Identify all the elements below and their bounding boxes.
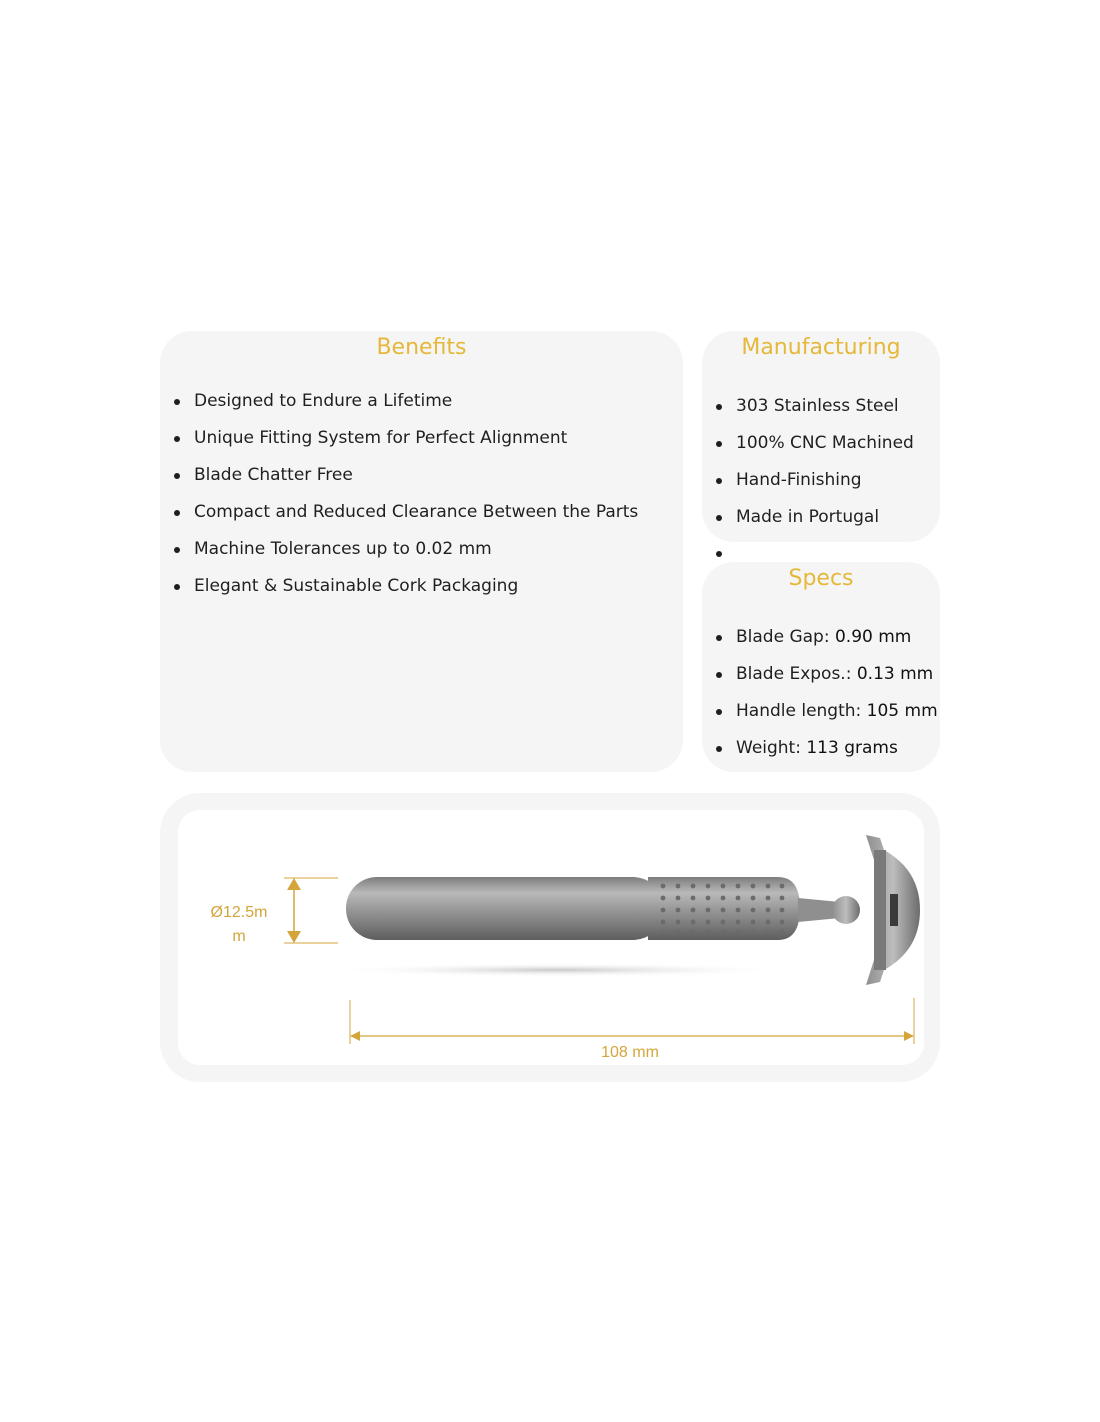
manufacturing-title: Manufacturing (741, 335, 901, 360)
razor-illustration (178, 810, 924, 1065)
list-item: Designed to Endure a Lifetime (174, 391, 638, 428)
benefits-title: Benefits (376, 335, 467, 360)
list-item (716, 664, 938, 701)
specs-list (716, 627, 938, 775)
list-item: Hand-Finishing (716, 470, 914, 507)
spec-label: Handle length: (736, 701, 867, 721)
product-image-card (178, 810, 924, 1065)
spec-label: Weight: (736, 738, 807, 758)
list-item: Elegant & Sustainable Cork Packaging (174, 576, 638, 613)
spec-value: 105 mm (866, 701, 938, 721)
spec-value: 0.90 mm (834, 627, 912, 647)
empty-bullet (716, 551, 722, 557)
list-item: 303 Stainless Steel (716, 396, 914, 433)
list-item: Made in Portugal (716, 507, 914, 544)
list-item (716, 627, 938, 664)
manufacturing-list (716, 396, 914, 544)
razor-handle (346, 877, 860, 940)
spec-value: 0.13 mm (856, 664, 934, 684)
list-item: Compact and Reduced Clearance Between the Parts (174, 502, 638, 539)
list-item: 100% CNC Machined (716, 433, 914, 470)
list-item (716, 701, 938, 738)
specs-title: Specs (788, 566, 854, 591)
list-item: Blade Chatter Free (174, 465, 638, 502)
diameter-dimension (284, 878, 338, 943)
list-item: Machine Tolerances up to 0.02 mm (174, 539, 638, 576)
manufacturing-panel (702, 331, 940, 542)
list-item (716, 738, 938, 775)
spec-value: 113 grams (806, 738, 898, 758)
length-label: 108 mm (601, 1044, 659, 1061)
list-item: Unique Fitting System for Perfect Alignment (174, 428, 638, 465)
benefits-panel (160, 331, 683, 772)
razor-shadow (328, 963, 788, 977)
spec-label: Blade Gap: (736, 627, 835, 647)
benefits-list (174, 391, 638, 613)
razor-head (866, 835, 920, 985)
length-dimension (350, 998, 914, 1044)
diameter-label: Ø12.5m m (210, 904, 268, 945)
specs-panel (702, 562, 940, 772)
spec-label: Blade Expos.: (736, 664, 857, 684)
